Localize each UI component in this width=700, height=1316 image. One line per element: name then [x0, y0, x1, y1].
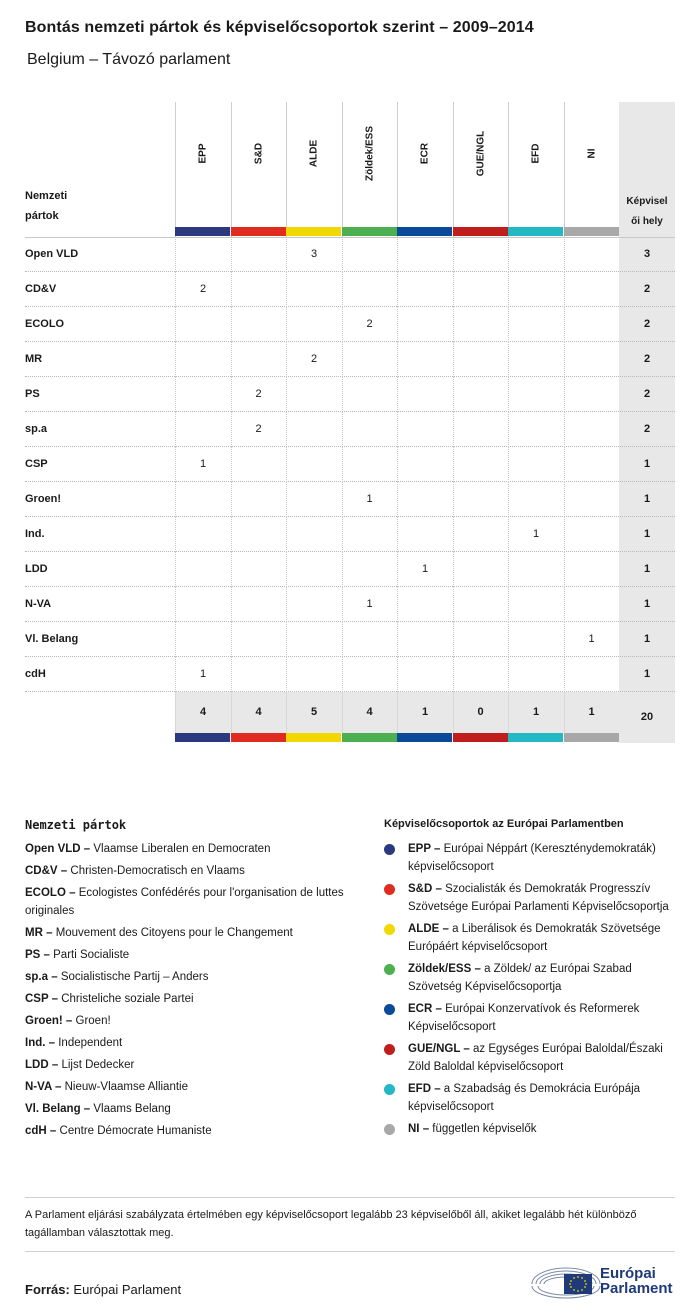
seat-cell	[286, 447, 341, 482]
seat-cell	[397, 307, 452, 342]
party-fullname: Independent	[58, 1037, 123, 1049]
seat-cell	[175, 587, 230, 622]
seat-cell	[453, 412, 508, 447]
seat-cell	[397, 587, 452, 622]
group-color-bar	[397, 733, 452, 742]
seat-cell	[175, 307, 230, 342]
seat-cell	[342, 342, 397, 377]
party-abbr: CD&V –	[25, 865, 68, 877]
party-legend-title: Nemzeti pártok	[25, 818, 127, 832]
logo-line1: Európai	[600, 1265, 656, 1282]
group-color-bar	[397, 227, 452, 236]
group-color-dot-icon	[384, 844, 395, 855]
group-column-header	[508, 102, 563, 237]
seat-cell	[286, 412, 341, 447]
seat-cell	[231, 447, 286, 482]
group-color-dot-icon	[384, 1124, 395, 1135]
party-name: CD&V	[25, 283, 57, 295]
seat-cell: 1	[397, 552, 452, 587]
group-column-header	[231, 102, 286, 237]
group-name: ECR	[419, 142, 431, 165]
seat-cell: 1	[508, 517, 563, 552]
seat-cell	[286, 622, 341, 657]
seat-cell	[564, 377, 619, 412]
seat-cell	[286, 657, 341, 692]
group-column-header	[286, 102, 341, 237]
seat-cell	[175, 482, 230, 517]
seat-cell	[175, 342, 230, 377]
page-subtitle: Belgium – Távozó parlament	[27, 51, 231, 68]
seat-cell	[508, 342, 563, 377]
group-color-bar	[564, 733, 619, 742]
row-total: 1	[643, 528, 651, 540]
group-color-bar	[508, 227, 563, 236]
group-total-cell: 0	[453, 692, 508, 733]
seat-cell	[231, 482, 286, 517]
party-abbr: cdH –	[25, 1125, 57, 1137]
seat-cell	[564, 307, 619, 342]
seat-cell	[508, 622, 563, 657]
table-row	[25, 517, 675, 552]
seat-cell	[508, 237, 563, 272]
group-total-cell: 4	[231, 692, 286, 733]
party-legend	[25, 840, 345, 1144]
party-name: CSP	[25, 458, 48, 470]
seat-cell	[397, 412, 452, 447]
seat-cell	[397, 517, 452, 552]
row-header	[25, 186, 67, 226]
party-abbr: Ind. –	[25, 1037, 56, 1049]
row-total: 1	[643, 668, 651, 680]
party-abbr: Vl. Belang –	[25, 1103, 91, 1115]
seat-cell: 2	[175, 272, 230, 307]
group-column-header	[564, 102, 619, 237]
seat-cell	[564, 342, 619, 377]
party-legend-item	[25, 990, 345, 1008]
group-color-dot-icon	[384, 1004, 395, 1015]
group-totals-row	[175, 692, 619, 733]
seat-cell	[231, 657, 286, 692]
seat-cell	[175, 622, 230, 657]
seat-cell	[342, 237, 397, 272]
group-column-header	[453, 102, 508, 237]
party-fullname: Lijst Dedecker	[61, 1059, 135, 1071]
party-name: Vl. Belang	[25, 633, 79, 645]
seat-cell	[286, 377, 341, 412]
seat-cell	[564, 552, 619, 587]
group-name: GUE/NGL	[475, 130, 486, 177]
group-fullname: Európai Néppárt (Kereszténydemokraták) képviselőcsoport	[408, 843, 656, 873]
party-name: Groen!	[25, 493, 62, 505]
group-abbr: NI –	[408, 1123, 430, 1135]
seat-cell	[564, 517, 619, 552]
group-fullname: a Szabadság és Demokrácia Európája képviselőcsoport	[408, 1083, 641, 1113]
group-abbr: GUE/NGL –	[408, 1043, 470, 1055]
party-abbr: Groen! –	[25, 1015, 73, 1027]
seat-cell	[453, 237, 508, 272]
seat-cell	[342, 657, 397, 692]
seat-cell	[397, 342, 452, 377]
seat-cell	[564, 657, 619, 692]
group-legend-title: Képviselőcsoportok az Európai Parlamentben	[384, 818, 624, 830]
party-abbr: sp.a –	[25, 971, 58, 983]
party-name: sp.a	[25, 423, 48, 435]
group-total-cell: 4	[175, 692, 230, 733]
party-name: LDD	[25, 563, 48, 575]
seat-cell	[508, 377, 563, 412]
party-name: PS	[25, 388, 40, 400]
group-fullname: a Liberálisok és Demokraták Szövetsége Európáért képviselőcsoport	[408, 923, 661, 953]
source-value: Európai Parlament	[73, 1282, 182, 1297]
group-color-bar	[286, 227, 341, 236]
group-column-header	[397, 102, 452, 237]
group-abbr: Zöldek/ESS –	[408, 963, 481, 975]
group-total-cell: 1	[564, 692, 619, 733]
seat-cell	[342, 272, 397, 307]
party-fullname: Vlaams Belang	[93, 1103, 171, 1115]
seat-cell	[397, 482, 452, 517]
row-total: 1	[643, 458, 651, 470]
party-abbr: CSP –	[25, 993, 59, 1005]
seat-cell: 2	[286, 342, 341, 377]
table-row	[25, 482, 675, 517]
row-total: 1	[643, 633, 651, 645]
seat-cell	[453, 272, 508, 307]
divider	[25, 1251, 675, 1252]
party-fullname: Ecologistes Confédérés pour l'organisation de luttes originales	[25, 887, 344, 917]
table-row	[25, 657, 675, 692]
table-row	[25, 622, 675, 657]
logo-text	[600, 1266, 673, 1296]
group-total-cell: 1	[397, 692, 452, 733]
row-total: 2	[643, 388, 651, 400]
table-row	[25, 587, 675, 622]
seat-cell: 1	[175, 657, 230, 692]
group-legend-item	[384, 960, 674, 996]
seat-cell: 2	[342, 307, 397, 342]
group-legend-item	[384, 1040, 674, 1076]
group-color-dot-icon	[384, 924, 395, 935]
party-legend-item	[25, 884, 345, 920]
party-fullname: Mouvement des Citoyens pour le Changement	[55, 927, 293, 939]
seat-cell	[564, 482, 619, 517]
seat-cell	[508, 272, 563, 307]
seat-cell	[397, 447, 452, 482]
party-abbr: PS –	[25, 949, 50, 961]
seat-cell	[453, 447, 508, 482]
seat-cell	[508, 482, 563, 517]
seat-cell	[508, 412, 563, 447]
party-fullname: Vlaamse Liberalen en Democraten	[93, 843, 271, 855]
seat-cell	[453, 342, 508, 377]
group-fullname: független képviselők	[432, 1123, 537, 1135]
row-total: 1	[643, 493, 651, 505]
group-total-cell: 1	[508, 692, 563, 733]
group-color-bar	[231, 227, 286, 236]
seat-cell	[342, 412, 397, 447]
seat-cell	[397, 237, 452, 272]
seat-cell: 2	[231, 377, 286, 412]
party-legend-item	[25, 862, 345, 880]
seat-cell	[564, 237, 619, 272]
group-legend-item	[384, 1120, 674, 1138]
seat-cell	[397, 622, 452, 657]
party-legend-item	[25, 1078, 345, 1096]
seat-cell	[342, 377, 397, 412]
party-fullname: Groen!	[75, 1015, 111, 1027]
seat-cell	[342, 447, 397, 482]
seat-cell	[231, 622, 286, 657]
party-abbr: ECOLO –	[25, 887, 76, 899]
seat-cell	[564, 587, 619, 622]
footnote: A Parlament eljárási szabályzata értelmében egy képviselőcsoport legalább 23 képviselőből áll, akiket legalább hét különböző tagállamban választottak meg.	[25, 1209, 637, 1239]
seat-cell: 3	[286, 237, 341, 272]
group-color-bar	[286, 733, 341, 742]
seat-cell	[453, 307, 508, 342]
grand-total: 20	[640, 711, 654, 723]
party-fullname: Nieuw-Vlaamse Alliantie	[64, 1081, 188, 1093]
seat-cell	[508, 587, 563, 622]
seat-cell	[564, 412, 619, 447]
table-row	[25, 307, 675, 342]
seat-cell	[564, 447, 619, 482]
seat-cell	[453, 377, 508, 412]
party-name: cdH	[25, 668, 46, 680]
seat-cell	[342, 517, 397, 552]
seat-cell	[286, 272, 341, 307]
party-name: ECOLO	[25, 318, 65, 330]
group-name: NI	[586, 148, 597, 159]
group-color-bar	[508, 733, 563, 742]
group-legend	[384, 840, 674, 1142]
row-total: 3	[643, 248, 651, 260]
logo-line2: Parlament	[600, 1280, 673, 1297]
group-fullname: az Egységes Európai Baloldal/Északi Zöld Baloldal képviselőcsoport	[408, 1043, 663, 1073]
group-name: EFD	[530, 143, 542, 164]
party-legend-item	[25, 1056, 345, 1074]
seat-cell: 1	[564, 622, 619, 657]
seat-cell	[564, 272, 619, 307]
total-header	[619, 192, 675, 232]
group-color-bar	[564, 227, 619, 236]
party-legend-item	[25, 968, 345, 986]
seat-cell	[175, 552, 230, 587]
row-total: 1	[643, 598, 651, 610]
row-total: 2	[643, 283, 651, 295]
seat-cell: 1	[175, 447, 230, 482]
group-legend-item	[384, 1000, 674, 1036]
group-abbr: EFD –	[408, 1083, 441, 1095]
party-abbr: LDD –	[25, 1059, 59, 1071]
group-color-bar	[453, 227, 508, 236]
party-legend-item	[25, 1034, 345, 1052]
total-header-line1: Képvisel	[626, 196, 668, 207]
party-legend-item	[25, 924, 345, 942]
group-color-dot-icon	[384, 1084, 395, 1095]
party-abbr: N-VA –	[25, 1081, 62, 1093]
seat-cell	[453, 517, 508, 552]
seat-cell	[175, 377, 230, 412]
seat-cell	[342, 552, 397, 587]
seat-cell	[286, 587, 341, 622]
seat-cell	[453, 482, 508, 517]
group-color-bar	[342, 733, 397, 742]
seat-cell	[342, 622, 397, 657]
table-row	[25, 412, 675, 447]
group-legend-item	[384, 880, 674, 916]
group-color-bar	[453, 733, 508, 742]
group-color-dot-icon	[384, 964, 395, 975]
group-abbr: ALDE –	[408, 923, 449, 935]
party-abbr: Open VLD –	[25, 843, 91, 855]
seat-cell	[231, 587, 286, 622]
table-row	[25, 272, 675, 307]
seat-table	[25, 102, 675, 743]
party-legend-item	[25, 1012, 345, 1030]
seat-cell	[175, 412, 230, 447]
seat-cell	[231, 342, 286, 377]
seat-cell	[231, 272, 286, 307]
party-fullname: Christeliche soziale Partei	[61, 993, 194, 1005]
seat-cell: 1	[342, 587, 397, 622]
group-total-cell: 5	[286, 692, 341, 733]
table-row	[25, 447, 675, 482]
party-name: Open VLD	[25, 248, 79, 260]
table-row	[25, 342, 675, 377]
seat-cell	[397, 657, 452, 692]
page-title: Bontás nemzeti pártok és képviselőcsoportok szerint – 2009–2014	[25, 19, 534, 36]
seat-cell	[231, 237, 286, 272]
group-fullname: Európai Konzervatívok és Reformerek Képviselőcsoport	[408, 1003, 640, 1033]
group-color-bar	[175, 227, 230, 236]
party-name: Ind.	[25, 528, 45, 540]
party-legend-item	[25, 840, 345, 858]
group-fullname: a Zöldek/ az Európai Szabad Szövetség Képviselőcsoportja	[408, 963, 632, 993]
seat-cell: 2	[231, 412, 286, 447]
seat-cell	[453, 622, 508, 657]
seat-cell	[175, 517, 230, 552]
group-color-bar	[175, 733, 230, 742]
seat-cell	[508, 307, 563, 342]
row-total: 2	[643, 423, 651, 435]
seat-cell	[453, 587, 508, 622]
party-fullname: Centre Démocrate Humaniste	[59, 1125, 212, 1137]
seat-cell	[286, 482, 341, 517]
row-total: 1	[643, 563, 651, 575]
group-legend-item	[384, 920, 674, 956]
seat-cell	[286, 307, 341, 342]
seat-cell	[508, 552, 563, 587]
party-fullname: Socialistische Partij – Anders	[60, 971, 209, 983]
group-name: S&D	[253, 142, 264, 165]
party-name: MR	[25, 353, 43, 365]
group-abbr: EPP –	[408, 843, 441, 855]
seat-cell	[286, 517, 341, 552]
row-header-line1: Nemzeti	[25, 190, 68, 202]
group-name: Zöldek/ESS	[364, 125, 375, 181]
seat-cell	[508, 447, 563, 482]
seat-cell	[397, 272, 452, 307]
row-total: 2	[643, 353, 651, 365]
seat-cell: 1	[342, 482, 397, 517]
party-name: N-VA	[25, 598, 52, 610]
seat-cell	[453, 657, 508, 692]
total-header-line2: ői hely	[631, 216, 663, 227]
group-column-header	[342, 102, 397, 237]
seat-cell	[397, 377, 452, 412]
group-legend-item	[384, 840, 674, 876]
seat-cell	[286, 552, 341, 587]
seat-cell	[231, 307, 286, 342]
seat-cell	[231, 517, 286, 552]
group-total-cell: 4	[342, 692, 397, 733]
group-color-dot-icon	[384, 884, 395, 895]
group-name: EPP	[197, 143, 209, 164]
row-total: 2	[643, 318, 651, 330]
seat-cell	[231, 552, 286, 587]
row-header-line2: pártok	[25, 210, 59, 222]
source-label: Forrás:	[25, 1282, 70, 1297]
seat-cell	[453, 552, 508, 587]
seat-cell	[508, 657, 563, 692]
group-fullname: Szocialisták és Demokraták Progresszív Szövetsége Európai Parlamenti Képviselőcsoportja	[408, 883, 669, 913]
table-row	[25, 237, 675, 272]
table-row	[25, 377, 675, 412]
party-legend-item	[25, 1122, 345, 1140]
group-legend-item	[384, 1080, 674, 1116]
group-color-bar	[342, 227, 397, 236]
group-name: ALDE	[308, 139, 320, 168]
table-row	[25, 552, 675, 587]
group-abbr: S&D –	[408, 883, 442, 895]
group-column-header	[175, 102, 230, 237]
party-legend-item	[25, 946, 345, 964]
party-fullname: Parti Socialiste	[53, 949, 130, 961]
party-legend-item	[25, 1100, 345, 1118]
party-abbr: MR –	[25, 927, 53, 939]
divider	[25, 1197, 675, 1198]
group-color-bar	[231, 733, 286, 742]
seat-cell	[175, 237, 230, 272]
source	[25, 1282, 181, 1297]
party-fullname: Christen-Democratisch en Vlaams	[70, 865, 245, 877]
group-abbr: ECR –	[408, 1003, 442, 1015]
group-color-dot-icon	[384, 1044, 395, 1055]
